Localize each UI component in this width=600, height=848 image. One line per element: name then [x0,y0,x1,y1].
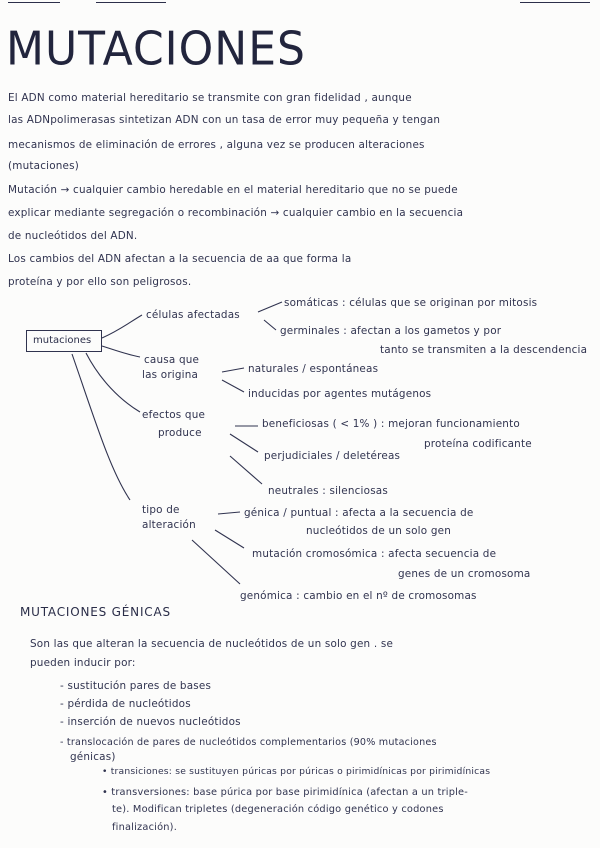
subcause-item: te). Modifican tripletes (degeneración código genético y codones [112,804,444,815]
danger-line: Los cambios del ADN afectan a la secuencia de aa que forma la [8,253,352,265]
cause-induced: inducidas por agentes mutágenos [248,388,432,400]
subcause-item: finalización). [112,822,178,833]
cells-germinal: tanto se transmiten a la descendencia [380,344,588,356]
cells-germinal: germinales : afectan a los gametos y por [280,325,502,337]
branch-effects: produce [158,427,202,439]
alteration-chromosomal: mutación cromosómica : afecta secuencia de [252,548,497,560]
alteration-chromosomal: genes de un cromosoma [398,568,531,580]
cause-natural: naturales / espontáneas [248,363,379,375]
cells-somatic: somáticas : células que se originan por mitosis [284,297,538,309]
alteration-genomic: genómica : cambio en el nº de cromosomas [240,590,477,602]
alteration-genic: génica / puntual : afecta a la secuencia de [244,507,474,519]
cause-item: - translocación de pares de nucleótidos complementarios (90% mutaciones [60,737,437,748]
effects-harmful: perjudiciales / deletéreas [264,450,401,462]
branch-alteration: tipo de [142,504,180,516]
subcause-item: • transversiones: base púrica por base pirimidínica (afectan a un triple- [102,787,469,798]
intro-line: (mutaciones) [8,160,80,172]
intro-line: las ADNpolimerasas sintetizan ADN con un tasa de error muy pequeña y tengan [8,114,441,126]
effects-neutral: neutrales : silenciosas [268,485,388,497]
branch-cells: células afectadas [146,309,240,321]
genic-intro-line: pueden inducir por: [30,657,136,669]
cause-item: - pérdida de nucleótidos [60,698,191,710]
intro-line: mecanismos de eliminación de errores , alguna vez se producen alteraciones [8,139,425,151]
subcause-item: • transiciones: se sustituyen púricas por púricas o pirimidínicas por pirimidínicas [102,766,491,777]
page-title: MUTACIONES [6,22,306,77]
branch-cause: las origina [142,369,199,381]
branch-alteration: alteración [142,519,196,531]
definition-line: explicar mediante segregación o recombinación → cualquier cambio en la secuencia [8,207,464,219]
alteration-genic: nucleótidos de un solo gen [306,525,452,537]
branch-effects: efectos que [142,409,206,421]
genic-intro-line: Son las que alteran la secuencia de nucleótidos de un solo gen . se [30,638,394,650]
effects-beneficial: beneficiosas ( < 1% ) : mejoran funcionamiento [262,418,520,430]
section-title: MUTACIONES GÉNICAS [20,605,171,619]
cause-item: - inserción de nuevos nucleótidos [60,716,241,728]
danger-line: proteína y por ello son peligrosos. [8,276,192,288]
cause-item: génicas) [70,751,116,763]
concept-root: mutaciones [26,330,102,352]
effects-beneficial: proteína codificante [424,438,532,450]
cause-item: - sustitución pares de bases [60,680,212,692]
intro-line: El ADN como material hereditario se transmite con gran fidelidad , aunque [8,92,412,104]
definition-line: Mutación → cualquier cambio heredable en el material hereditario que no se puede [8,184,458,196]
definition-line: de nucleótidos del ADN. [8,230,138,242]
branch-cause: causa que [144,354,200,366]
